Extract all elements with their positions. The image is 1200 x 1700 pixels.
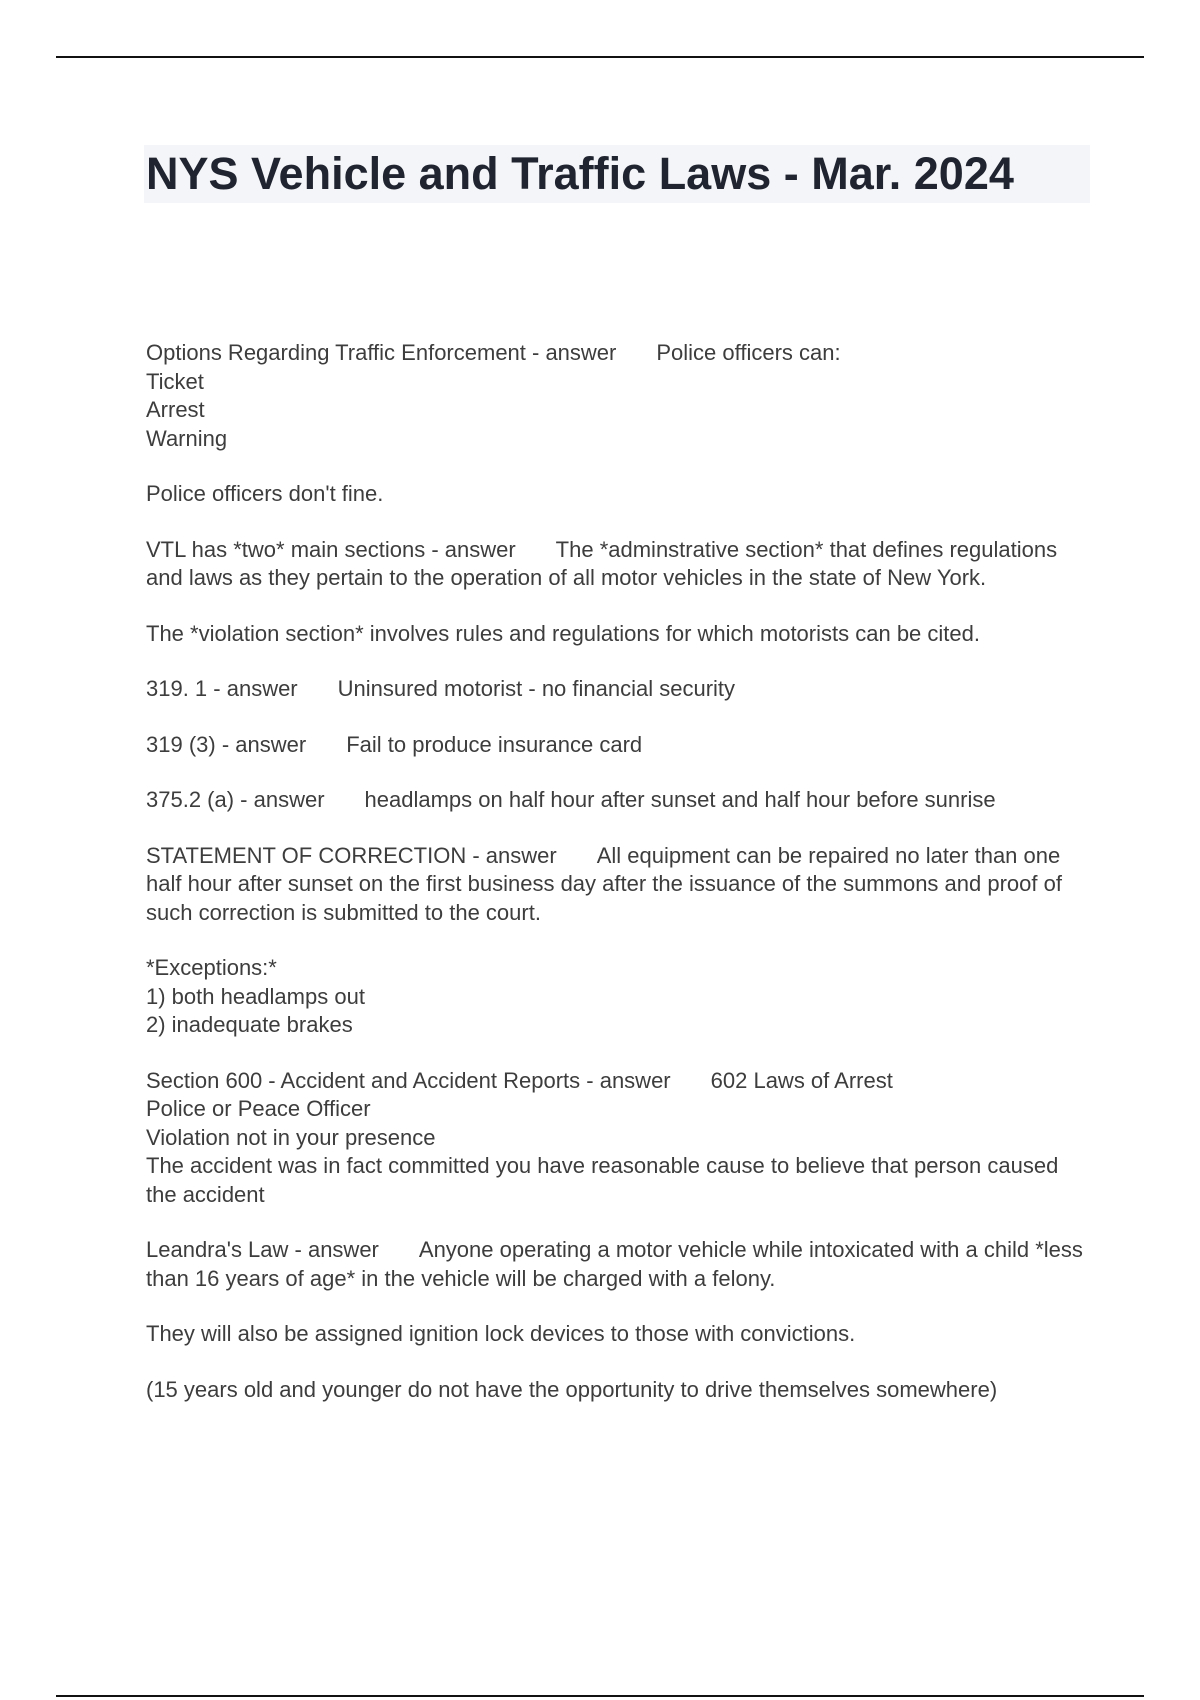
entry-answer: Uninsured motorist - no financial security xyxy=(337,676,736,701)
entry-answer: 602 Laws of Arrest xyxy=(710,1067,893,1093)
entry-text xyxy=(146,786,1086,815)
entry-answer: Anyone operating a motor vehicle while intoxicated with a child *less than 16 years of age* in the vehicle will be charged with a felony. xyxy=(146,1237,1083,1291)
entry-term: 319. 1 - answer xyxy=(146,676,298,701)
flashcard-entry xyxy=(146,1236,1086,1293)
entry-term: Options Regarding Traffic Enforcement - answer xyxy=(146,340,617,365)
top-rule xyxy=(56,56,1144,58)
flashcard-entry xyxy=(146,675,1086,704)
entry-term: 319 (3) - answer xyxy=(146,731,307,757)
entry-term: STATEMENT OF CORRECTION - answer xyxy=(146,842,557,868)
exceptions-block xyxy=(146,954,1086,1040)
answer-paragraph: Police officers don't fine. xyxy=(146,481,384,506)
entry-term: Leandra's Law - answer xyxy=(146,1237,379,1262)
entry-answer: headlamps on half hour after sunset and half hour before sunrise xyxy=(364,787,996,812)
flashcard-entry xyxy=(146,786,1086,815)
answer-paragraph: (15 years old and younger do not have the opportunity to drive themselves somewhere) xyxy=(146,1376,998,1402)
entry-text xyxy=(146,1067,1086,1096)
exceptions-heading: *Exceptions:* xyxy=(146,955,277,980)
answer-line: The accident was in fact committed you have reasonable cause to believe that person caused the accident xyxy=(146,1153,1059,1207)
answer-line: Ticket xyxy=(146,368,204,394)
answer-paragraph: They will also be assigned ignition lock devices to those with convictions. xyxy=(146,1321,856,1346)
flashcard-entry xyxy=(146,1067,1086,1210)
entry-term: 375.2 (a) - answer xyxy=(146,787,325,812)
bottom-rule xyxy=(56,1695,1144,1697)
entry-term: Section 600 - Accident and Accident Reports - answer xyxy=(146,1067,671,1093)
answer-line: Police or Peace Officer xyxy=(146,1096,371,1121)
entry-text xyxy=(146,339,1086,368)
flashcard-entry xyxy=(146,842,1086,928)
exception-item: 1) both headlamps out xyxy=(146,983,365,1009)
entry-answer: All equipment can be repaired no later than one half hour after sunset on the first business day after the issuance of the summons and proof of such correction is submitted to the court. xyxy=(146,842,1062,925)
entry-text xyxy=(146,731,1086,760)
entry-text xyxy=(146,536,1086,593)
entry-text xyxy=(146,1236,1086,1293)
answer-line: Warning xyxy=(146,425,228,451)
answer-paragraph: The *violation section* involves rules and regulations for which motorists can be cited. xyxy=(146,620,980,646)
answer-line: Violation not in your presence xyxy=(146,1124,436,1150)
exception-item: 2) inadequate brakes xyxy=(146,1012,353,1037)
flashcard-list xyxy=(146,339,1086,1431)
entry-answer: The *adminstrative section* that defines regulations and laws as they pertain to the operation of all motor vehicles in the state of New York. xyxy=(146,536,1058,590)
entry-answer: Fail to produce insurance card xyxy=(346,731,643,757)
answer-line: Arrest xyxy=(146,397,205,422)
entry-text xyxy=(146,842,1086,928)
entry-term: VTL has *two* main sections - answer xyxy=(146,536,516,562)
flashcard-entry xyxy=(146,339,1086,453)
entry-answer: Police officers can: xyxy=(656,340,841,365)
page-title: NYS Vehicle and Traffic Laws - Mar. 2024 xyxy=(146,148,1014,199)
flashcard-entry xyxy=(146,536,1086,593)
entry-text xyxy=(146,675,1086,704)
flashcard-entry xyxy=(146,731,1086,760)
